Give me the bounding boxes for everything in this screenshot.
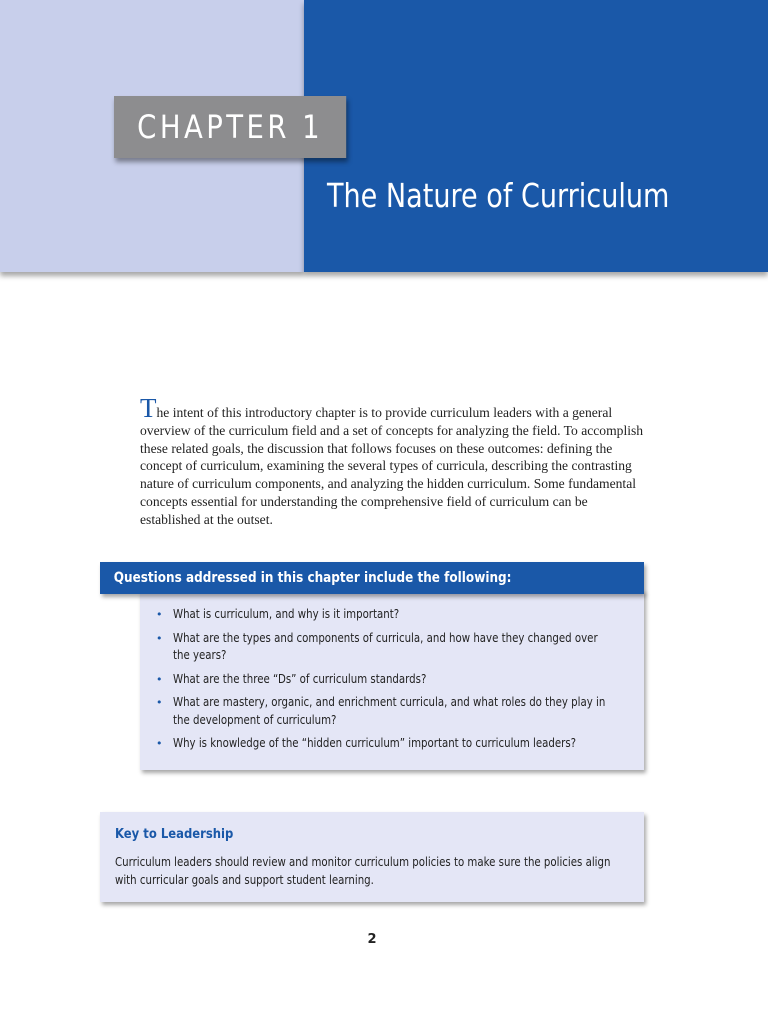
question-text: Why is knowledge of the “hidden curriculum” important to curriculum leaders? xyxy=(173,736,577,750)
questions-heading-text: Questions addressed in this chapter include the following: xyxy=(113,570,512,586)
intro-paragraph xyxy=(140,393,645,529)
question-text: What are the types and components of curricula, and how have they changed over the years? xyxy=(173,630,598,662)
bullet-icon: • xyxy=(156,608,163,621)
bullet-icon: • xyxy=(156,672,163,686)
question-text: What are the three “Ds” of curriculum standards? xyxy=(173,671,427,686)
questions-heading xyxy=(100,562,644,594)
key-to-leadership-title: Key to Leadership xyxy=(115,826,234,842)
intro-text: he intent of this introductory chapter is to provide curriculum leaders with a general overview of the curriculum field and a set of concepts for analyzing the field. To accomplish these related goals, the discussion that follows focuses on these outcomes: defining the concept of curriculum, examining the several types of curricula, describing the contrasting nature of curriculum components, and analyzing the hidden curriculum. Some fundamental concepts essential for understanding the comprehensive field of curriculum can be established at the outset. xyxy=(140,405,644,527)
question-item xyxy=(156,671,626,689)
question-text: What are mastery, organic, and enrichment curricula, and what roles do they play in the development of curriculum? xyxy=(173,695,606,727)
bullet-icon: • xyxy=(156,737,163,750)
question-item xyxy=(156,630,626,665)
page-number: 2 xyxy=(367,932,377,947)
bullet-icon: • xyxy=(156,696,163,709)
key-to-leadership-text: Curriculum leaders should review and monitor curriculum policies to make sure the policies align with curricular goals and support student learning. xyxy=(115,855,611,887)
drop-cap: T xyxy=(140,393,157,423)
bullet-icon: • xyxy=(156,631,163,645)
chapter-label: CHAPTER 1 xyxy=(114,96,346,158)
question-item xyxy=(156,606,626,624)
question-item xyxy=(156,735,626,753)
question-item xyxy=(156,694,626,729)
header-right-panel xyxy=(304,0,768,272)
questions-list xyxy=(156,606,626,759)
chapter-title: The Nature of Curriculum xyxy=(327,176,670,215)
question-text: What is curriculum, and why is it important? xyxy=(173,607,400,621)
